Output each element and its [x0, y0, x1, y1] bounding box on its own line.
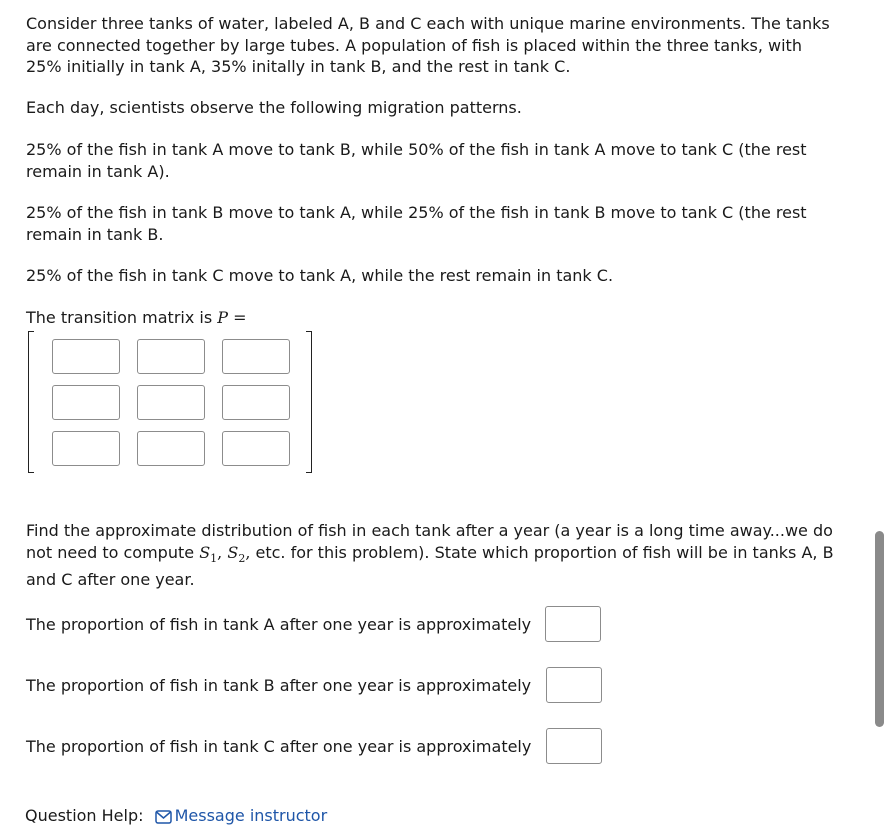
s1-comma: ,: [217, 542, 223, 562]
answer-label-b: The proportion of fish in tank B after one year is approximately: [26, 676, 532, 695]
matrix-cell-3-2[interactable]: [137, 431, 205, 466]
question-help: [25, 805, 327, 830]
message-instructor-link[interactable]: Message instructor: [174, 806, 328, 825]
mail-icon[interactable]: [155, 808, 172, 830]
s1-symbol: $S_1$: [199, 542, 218, 565]
matrix-cell-2-2[interactable]: [137, 385, 205, 420]
find-text-2: etc. for this problem). State which proportion of fish will be in tanks A, B and C after one year.: [26, 542, 834, 590]
matrix-symbol: P: [217, 308, 229, 327]
matrix-cell-3-1[interactable]: [52, 431, 120, 466]
migration-rule-a: 25% of the fish in tank A move to tank B, while 50% of the fish in tank A move to tank C (the rest remain in tank A).: [26, 140, 807, 181]
problem-observe: Each day, scientists observe the following migration patterns.: [26, 98, 522, 117]
matrix-right-bracket: [306, 331, 312, 473]
matrix-cell-1-1[interactable]: [52, 339, 120, 374]
question-help-label: Question Help:: [25, 806, 144, 825]
matrix-cell-1-2[interactable]: [137, 339, 205, 374]
find-instructions: [26, 520, 838, 591]
matrix-prompt: [26, 307, 836, 329]
answer-input-a[interactable]: [545, 606, 601, 642]
matrix-cell-1-3[interactable]: [222, 339, 290, 374]
answer-input-b[interactable]: [546, 667, 602, 703]
s2-symbol: $S_2$: [227, 542, 246, 565]
answer-input-c[interactable]: [546, 728, 602, 764]
matrix-cell-3-3[interactable]: [222, 431, 290, 466]
migration-rule-c: 25% of the fish in tank C move to tank A, while the rest remain in tank C.: [26, 266, 614, 285]
find-text-1: Find the approximate distribution of fish in each tank after a year (a year is a long time away...we do not need to compute: [26, 521, 833, 562]
matrix-left-bracket: [28, 331, 34, 473]
migration-rule-b: 25% of the fish in tank B move to tank A, while 25% of the fish in tank B move to tank C (the rest remain in tank B.: [26, 203, 807, 244]
matrix-cell-2-1[interactable]: [52, 385, 120, 420]
scrollbar-thumb[interactable]: [875, 531, 884, 727]
answer-label-a: The proportion of fish in tank A after one year is approximately: [26, 615, 532, 634]
matrix-cell-2-3[interactable]: [222, 385, 290, 420]
answer-label-c: The proportion of fish in tank C after one year is approximately: [26, 737, 532, 756]
matrix-equals: =: [233, 308, 247, 327]
problem-intro: Consider three tanks of water, labeled A, B and C each with unique marine environments. The tanks are connected together by large tubes. A population of fish is placed within the three tanks, with 25% initially in tank A, 35% initally in tank B, and the rest in tank C.: [26, 14, 830, 76]
matrix-label: The transition matrix is: [26, 308, 213, 327]
s2-comma: ,: [245, 542, 251, 562]
